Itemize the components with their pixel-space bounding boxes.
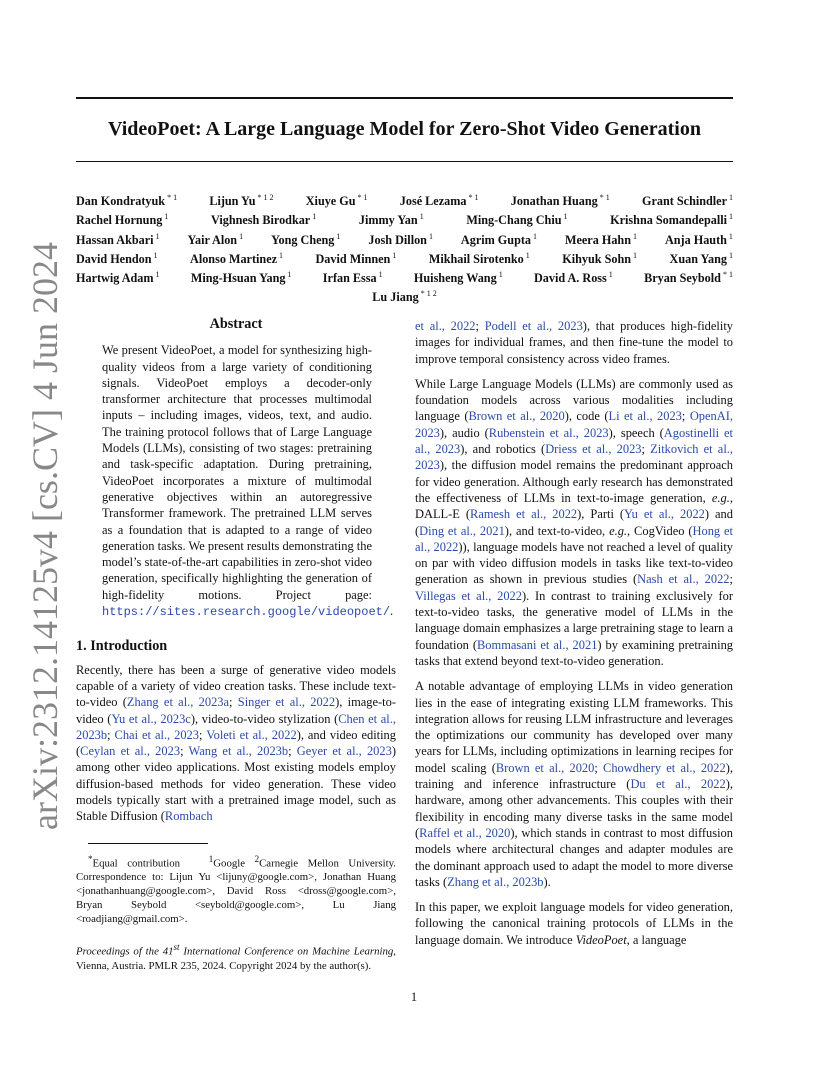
citation-link[interactable]: Ding et al., 2021 <box>419 523 505 538</box>
footnote-sup1: 1 <box>208 853 214 864</box>
author <box>461 229 537 248</box>
author-row <box>76 229 733 248</box>
author <box>359 209 424 228</box>
author-name: David A. Ross <box>533 271 607 286</box>
author-affiliation: 1 <box>533 231 537 241</box>
citation-link[interactable]: Villegas et al., 2022 <box>415 588 522 603</box>
footnote-google: Google <box>213 857 255 870</box>
author-affiliation: 1 <box>525 250 530 260</box>
citation-link[interactable]: Brown et al., 2020 <box>468 409 565 424</box>
author-name: José Lezama <box>399 194 467 208</box>
author-name: Ming-Chang Chiu <box>466 213 562 228</box>
citation-link[interactable]: Rombach <box>164 809 213 824</box>
author-affiliation: * 1 <box>468 193 479 202</box>
author <box>271 229 340 248</box>
author-affiliation: 1 <box>563 212 568 222</box>
citation-link[interactable]: Li et al., 2023 <box>608 409 682 424</box>
body-text: ; <box>229 695 238 710</box>
body-text: ), training and inference infrastructure ( <box>415 760 733 792</box>
author-name: Rachel Hornung <box>76 213 163 228</box>
body-text: ), code ( <box>564 409 609 424</box>
body-text: ), Parti ( <box>577 507 625 522</box>
author <box>511 190 610 209</box>
citation-link[interactable]: Bommasani et al., 2021 <box>477 637 598 652</box>
author-name: Xiuye Gu <box>305 194 356 208</box>
author <box>76 229 160 248</box>
citation-link[interactable]: Ramesh et al., 2022 <box>470 507 578 522</box>
author-affiliation: 1 <box>279 250 284 260</box>
italic-text: VideoPoet <box>575 932 627 947</box>
author-name: Anja Hauth <box>664 232 727 247</box>
author-affiliation: 1 <box>153 250 158 260</box>
author <box>211 209 316 228</box>
author <box>565 229 637 248</box>
project-page-link[interactable]: https://sites.research.google/videopoet/ <box>102 605 391 620</box>
body-text: ) by examining pretraining tasks that extend beyond text-to-video generation. <box>415 637 734 668</box>
author-name: Xuan Yang <box>669 251 727 266</box>
body-text: In this paper, we exploit language models for video generation, following the canonical training protocols of LLMs in the language domain. We introduce <box>415 900 733 947</box>
author-affiliation: 1 <box>729 193 733 202</box>
author-affiliation: 1 <box>392 250 397 260</box>
body-text: ; <box>641 442 651 457</box>
author-name: Bryan Seybold <box>644 271 721 286</box>
body-text: ), speech ( <box>608 425 664 440</box>
body-text: , CogVideo ( <box>627 523 693 538</box>
citation-link[interactable]: Wang et al., 2023b <box>188 744 289 759</box>
author <box>76 190 177 209</box>
body-text: ). <box>543 874 551 889</box>
author <box>76 267 160 286</box>
author <box>76 209 168 228</box>
intro-heading: 1. Introduction <box>76 638 168 655</box>
author-row <box>76 190 733 209</box>
author <box>466 209 567 228</box>
author-affiliation: * 1 <box>167 193 178 202</box>
arxiv-stamp: arXiv:2312.14125v4 [cs.CV] 4 Jun 2024 <box>25 242 65 830</box>
citation-link[interactable]: Agostinelli et al., 2023 <box>415 425 733 457</box>
author-affiliation: 1 <box>728 250 733 260</box>
author-name: Yong Cheng <box>271 232 335 247</box>
author <box>190 248 283 267</box>
citation-link[interactable]: Zhang et al., 2023a <box>126 695 230 710</box>
citation-link[interactable]: Nash et al., 2022 <box>637 572 730 587</box>
author <box>191 267 292 286</box>
page-number: 1 <box>410 990 418 1004</box>
author <box>323 267 383 286</box>
body-text: ). In contrast to training exclusively for text-to-video tasks, the generative model of LLMs in the language domain emphasizes a large pretraining stage to learn a foundation ( <box>415 588 733 652</box>
author-name: Krishna Somandepalli <box>610 213 727 228</box>
body-text: ; <box>594 760 604 775</box>
proceedings-conference: International Conference on Machine Learning <box>179 945 394 958</box>
author-row <box>76 267 733 286</box>
author-affiliation: 1 <box>378 270 383 280</box>
author-name: Meera Hahn <box>564 232 631 247</box>
abstract-text: We present VideoPoet, a model for synthesizing high-quality videos from a large variety of conditioning signals. VideoPoet employs a decoder-only transformer architecture that processes multimodal inputs – including images, videos, text, and audio. The training protocol follows that of Large Language Models (LLMs), consisting of two stages: pretraining and task-specific adaptation. During pretraining, VideoPoet incorporates a mixture of multimodal generative objectives within an autoregressive Transformer framework. The pretrained LLM serves as a foundation that is adapted to a range of video generation tasks. We present results demonstrating the model’s state-of-the-art capabilities in zero-shot video generation, specifically highlighting the generation of high-fidelity motions. Project page: <box>102 343 372 602</box>
body-text: ), hardware, among other advancements. This couples with their flexibility in encoding many diverse tasks in the same model ( <box>415 777 733 840</box>
footnote-sup2: 2 <box>254 853 260 864</box>
author-affiliation: 1 <box>155 270 160 280</box>
top-rule <box>76 97 733 99</box>
author-name: Hassan Akbari <box>76 232 154 247</box>
body-text: ), that produces high-fidelity images for individual frames, and then fine-tune the model to improve temporal consistency across video frames. <box>415 319 733 366</box>
body-text: A notable advantage of employing LLMs in video generation lies in the ease of integrating existing LLM frameworks. This integration allows for reusing LLM infrastructure and leverages the optimizations our community has developed over many years for LLMs, including optimizations in learning recipes for model scaling ( <box>415 679 733 775</box>
author-name: David Minnen <box>315 251 391 266</box>
author-row <box>76 286 733 305</box>
author-affiliation: 1 <box>239 231 244 241</box>
author <box>610 209 733 228</box>
body-text: ; <box>475 319 485 333</box>
author-name: Lijun Yu <box>209 194 256 208</box>
author-affiliation: * 1 2 <box>257 193 274 202</box>
citation-link[interactable]: Du et al., 2022 <box>630 777 726 792</box>
author-affiliation: 1 <box>428 231 433 241</box>
author <box>209 190 273 209</box>
author-name: Mikhail Sirotenko <box>428 251 524 266</box>
body-text: Recently, there has been a surge of generative video models capable of a variety of video creation tasks. These include text-to-video ( <box>76 662 396 710</box>
paper-title: VideoPoet: A Large Language Model for Zero-Shot Video Generation <box>108 118 701 140</box>
citation-link[interactable]: OpenAI, 2023 <box>415 409 733 440</box>
proceedings-rest: , Vienna, Austria. PMLR 235, 2024. Copyright 2024 by the author(s). <box>76 945 396 972</box>
author-name: Alonso Martinez <box>190 251 278 266</box>
author-affiliation: 1 <box>728 231 733 241</box>
body-text: ; <box>199 727 207 742</box>
author-affiliation: 1 <box>608 270 613 280</box>
author-affiliation: * 1 <box>357 193 368 202</box>
title-bottom-rule <box>76 161 733 162</box>
author <box>562 248 637 267</box>
author-affiliation: 1 <box>155 231 160 241</box>
citation-link[interactable]: Voleti et al., 2022 <box>206 727 297 742</box>
author <box>644 267 733 286</box>
body-text: , a language <box>626 932 687 947</box>
body-text: ), audio ( <box>439 425 489 440</box>
author <box>429 248 530 267</box>
footnote-correspondence: Carnegie Mellon University. Correspondence to: Lijun Yu <lijuny@google.com>, Jonathan Huang <jonathanhuang@google.com>, David Ross <dross@google.com>, Bryan Seybold <seybold@google.com>, Lu Jiang <roadjiang@gmail.com>. <box>76 857 396 926</box>
author-name: Jonathan Huang <box>510 194 598 208</box>
proceedings-note <box>76 940 396 973</box>
intro-paragraph <box>415 376 733 669</box>
italic-text: e.g. <box>609 523 628 538</box>
author-name: Josh Dillon <box>368 232 427 247</box>
author-affiliation: 1 <box>729 212 733 222</box>
citation-link[interactable]: Rubenstein et al., 2023 <box>488 425 609 440</box>
citation-link[interactable]: Hong et al., 2022 <box>415 523 734 554</box>
author-affiliation: * 1 <box>722 270 733 280</box>
author <box>372 286 436 305</box>
author-name: Dan Kondratyuk <box>76 194 166 208</box>
author-name: Lu Jiang <box>372 290 419 305</box>
author <box>642 190 733 209</box>
citation-link[interactable]: Brown et al., 2020 <box>495 760 595 775</box>
author <box>414 267 503 286</box>
author-affiliation: 1 <box>419 212 424 222</box>
author-name: Huisheng Wang <box>413 271 497 286</box>
citation-link[interactable]: Singer et al., 2022 <box>237 695 336 710</box>
body-text: ), image-to-video ( <box>76 695 396 726</box>
author-row <box>76 248 733 267</box>
body-text: , DALL-E ( <box>415 490 733 522</box>
intro-paragraph <box>415 899 733 948</box>
author-affiliation: * 1 2 <box>420 289 437 299</box>
proceedings-italic: Proceedings of the <box>76 945 163 958</box>
author-name: Kihyuk Sohn <box>562 251 632 266</box>
intro-paragraph <box>415 318 733 367</box>
citation-link[interactable]: Chen et al., 2023b <box>76 711 396 742</box>
author-name: Agrim Gupta <box>460 232 531 247</box>
abstract-heading: Abstract <box>209 316 263 332</box>
body-text: ), and robotics ( <box>460 442 546 457</box>
author <box>670 248 733 267</box>
citation-link[interactable]: Yu et al., 2023c <box>111 711 191 726</box>
body-text: ; <box>288 744 297 759</box>
body-text: ; <box>180 744 189 759</box>
author-affiliation: 1 <box>498 270 503 280</box>
citation-link[interactable]: Geyer et al., 2023 <box>296 744 392 759</box>
author-affiliation: 1 <box>633 250 638 260</box>
author-name: Hartwig Adam <box>76 271 154 286</box>
author <box>368 229 433 248</box>
abstract-end: . <box>390 604 394 619</box>
author-affiliation: 1 <box>312 212 317 222</box>
citation-link[interactable]: Zitkovich et al., 2023 <box>415 442 734 473</box>
body-text: ; <box>681 409 690 424</box>
italic-text: e.g. <box>711 490 730 505</box>
abstract-body <box>102 342 394 620</box>
author-affiliation: * 1 <box>599 193 610 202</box>
author-affiliation: 1 <box>287 270 292 280</box>
author <box>188 229 244 248</box>
footnote-rule <box>88 843 208 844</box>
body-text: ), video-to-video stylization ( <box>190 711 339 726</box>
citation-link[interactable]: Chowdhery et al., 2022 <box>603 760 726 775</box>
body-text: ), which stands in contrast to most diffusion models where architectural changes and adapter modules are the dominant approach used to adapt the model to more diverse tasks ( <box>415 825 733 889</box>
body-text: ), and text-to-video, <box>504 523 610 538</box>
body-text: ) and ( <box>415 507 733 538</box>
author-name: David Hendon <box>76 251 152 266</box>
intro-paragraph <box>76 662 396 825</box>
citation-link[interactable]: Chai et al., 2023 <box>114 727 199 742</box>
body-text: ; <box>107 727 115 742</box>
author-name: Irfan Essa <box>322 271 377 286</box>
author-name: Vighnesh Birodkar <box>211 213 311 228</box>
author-name: Ming-Hsuan Yang <box>190 271 286 286</box>
right-column <box>415 318 733 948</box>
footnote <box>76 852 396 927</box>
author <box>534 267 613 286</box>
author <box>400 190 479 209</box>
proceedings-ordinal: 41 <box>162 945 174 958</box>
author-affiliation: 1 <box>164 212 169 222</box>
body-text: )), language models have not reached a level of quality on par with video diffusion models in tasks like text-to-video generation as shown in previous studies ( <box>415 539 733 587</box>
proceedings-ordinal-sup: st <box>173 942 180 953</box>
body-text: While Large Language Models (LLMs) are commonly used as foundation models across various modalities including language ( <box>415 376 733 424</box>
body-text: ), the diffusion model remains the predominant approach for video generation. Although early research has demonstrated the effectiveness of LLMs in text-to-image generation, <box>415 458 733 505</box>
author-name: Grant Schindler <box>642 194 727 208</box>
citation-link[interactable]: Driess et al., 2023 <box>545 442 642 457</box>
citation-link[interactable]: Yu et al., 2022 <box>624 507 705 522</box>
author <box>306 190 368 209</box>
left-column <box>76 316 396 973</box>
author-affiliation: 1 <box>632 231 637 241</box>
citation-link[interactable]: Raffel et al., 2020 <box>419 825 511 840</box>
citation-link[interactable]: Zhang et al., 2023b <box>447 874 544 889</box>
author <box>76 248 158 267</box>
author <box>316 248 397 267</box>
author-row <box>76 209 733 228</box>
intro-paragraph <box>415 678 733 890</box>
footnote-marker: * <box>88 853 93 864</box>
citation-link[interactable]: Ceylan et al., 2023 <box>80 744 181 759</box>
body-text: ) among other video applications. Most existing models employ diffusion-based methods for video generation. These video models typically start with a pretrained image model, such as Stable Diffusion ( <box>76 744 396 824</box>
author-name: Yair Alon <box>187 232 238 247</box>
author-name: Jimmy Yan <box>358 213 418 228</box>
body-text: ), and video editing ( <box>76 727 396 759</box>
citation-link[interactable]: Podell et al., 2023 <box>484 319 583 333</box>
footnote-equal: Equal contribution <box>92 857 181 870</box>
body-text: ; <box>729 572 733 587</box>
citation-link[interactable]: et al., 2022 <box>415 319 476 333</box>
author-affiliation: 1 <box>336 231 341 241</box>
author-list <box>76 190 733 306</box>
author <box>665 229 733 248</box>
